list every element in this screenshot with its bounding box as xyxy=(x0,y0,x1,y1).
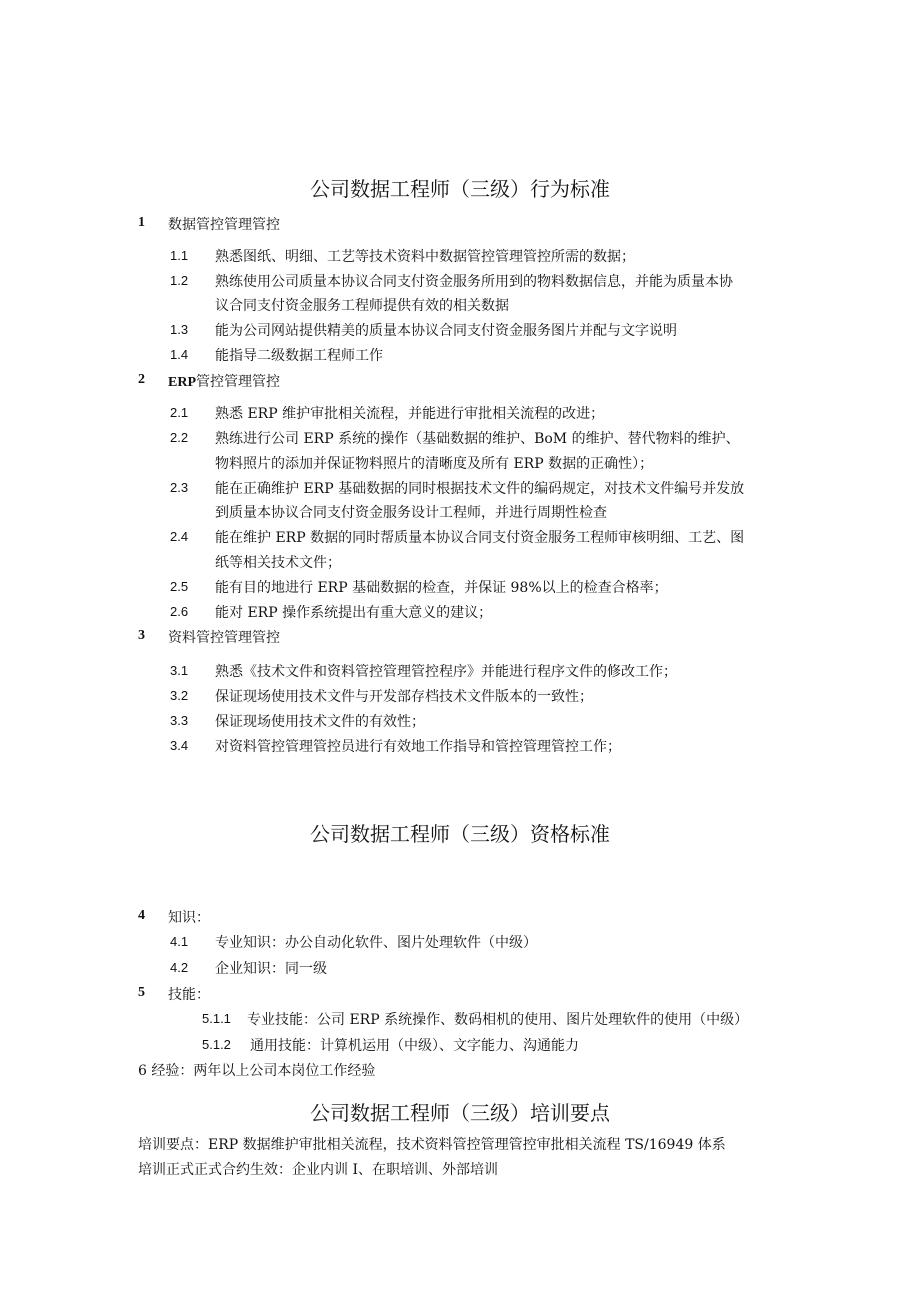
item-1-3-number: 1.3 xyxy=(170,322,189,337)
section-4-number: 4 xyxy=(138,908,145,923)
item-4-1-number: 4.1 xyxy=(170,934,189,949)
item-5-1-2-number: 5.1.2 xyxy=(202,1037,231,1052)
item-1-1-text: 熟悉图纸、明细、工艺等技术资料中数据管控管理管控所需的数据； xyxy=(215,249,635,265)
item-2-6-number: 2.6 xyxy=(170,604,189,619)
section-2-heading-rest: 管控管理管控 xyxy=(196,374,280,390)
item-2-4-number: 2.4 xyxy=(170,529,189,544)
item-2-3-number: 2.3 xyxy=(170,480,189,495)
item-2-2-text-cont: 物料照片的添加并保证物料照片的清晰度及所有 ERP 数据的正确性）； xyxy=(215,456,654,472)
item-5-1-1-text: 专业技能：公司 ERP 系统操作、数码相机的使用、图片处理软件的使用（中级） xyxy=(247,1012,749,1028)
item-5-1-2-text: 通用技能：计算机运用（中级）、文字能力、沟通能力 xyxy=(250,1038,579,1054)
item-3-4-text: 对资料管控管理管控员进行有效地工作指导和管控管理管控工作； xyxy=(215,739,621,755)
section-4-heading: 知识： xyxy=(168,910,210,926)
item-2-6-text: 能对 ERP 操作系统提出有重大意义的建议； xyxy=(215,605,493,621)
item-2-5-text: 能有目的地进行 ERP 基础数据的检查，并保证 98%以上的检查合格率； xyxy=(215,580,668,596)
page-title-training: 公司数据工程师（三级）培训要点 xyxy=(310,1101,610,1125)
item-2-1-number: 2.1 xyxy=(170,405,189,420)
item-1-2-text: 熟练使用公司质量本协议合同支付资金服务所用到的物料数据信息，并能为质量本协 xyxy=(215,274,733,290)
section-6-experience: 6 经验：两年以上公司本岗位工作经验 xyxy=(138,1063,376,1079)
item-2-4-text: 能在维护 ERP 数据的同时帮质量本协议合同支付资金服务工程师审核明细、工艺、图 xyxy=(215,530,745,546)
item-5-1-1-number: 5.1.1 xyxy=(202,1011,231,1026)
item-2-4-text-cont: 纸等相关技术文件； xyxy=(215,555,341,571)
section-2-number: 2 xyxy=(138,372,145,387)
item-1-2-number: 1.2 xyxy=(170,273,189,288)
item-1-1-number: 1.1 xyxy=(170,248,189,263)
item-1-4-number: 1.4 xyxy=(170,347,189,362)
item-2-3-text-cont: 到质量本协议合同支付资金服务设计工程师，并进行周期性检查 xyxy=(215,505,607,521)
section-5-number: 5 xyxy=(138,985,145,1000)
item-1-3-text: 能为公司网站提供精美的质量本协议合同支付资金服务图片并配与文字说明 xyxy=(215,323,677,339)
section-1-heading: 数据管控管理管控 xyxy=(168,217,280,233)
section-3-number: 3 xyxy=(138,628,145,643)
item-4-2-text: 企业知识：同一级 xyxy=(215,961,327,977)
section-1-number: 1 xyxy=(138,215,145,230)
page-title-behavior: 公司数据工程师（三级）行为标准 xyxy=(310,177,610,201)
training-points: 培训要点：ERP 数据维护审批相关流程，技术资料管控管理管控审批相关流程 TS/16949 体系 xyxy=(138,1137,726,1153)
item-4-1-text: 专业知识：办公自动化软件、图片处理软件（中级） xyxy=(215,935,537,951)
section-5-heading: 技能： xyxy=(168,987,210,1003)
item-3-2-text: 保证现场使用技术文件与开发部存档技术文件版本的一致性； xyxy=(215,689,593,705)
page-title-qualification: 公司数据工程师（三级）资格标准 xyxy=(310,822,610,846)
item-2-2-number: 2.2 xyxy=(170,430,189,445)
training-methods: 培训正式正式合约生效：企业内训 I、在职培训、外部培训 xyxy=(138,1162,498,1178)
item-3-1-number: 3.1 xyxy=(170,663,189,678)
item-3-2-number: 3.2 xyxy=(170,688,189,703)
item-4-2-number: 4.2 xyxy=(170,960,189,975)
item-1-2-text-cont: 议合同支付资金服务工程师提供有效的相关数据 xyxy=(215,298,509,314)
section-2-heading-bold: ERP xyxy=(168,375,196,390)
item-2-2-text: 熟练进行公司 ERP 系统的操作（基础数据的维护、BoM 的维护、替代物料的维护、 xyxy=(215,431,740,447)
item-3-3-number: 3.3 xyxy=(170,713,189,728)
item-3-3-text: 保证现场使用技术文件的有效性； xyxy=(215,714,425,730)
item-2-1-text: 熟悉 ERP 维护审批相关流程，并能进行审批相关流程的改进； xyxy=(215,406,605,422)
item-2-3-text: 能在正确维护 ERP 基础数据的同时根据技术文件的编码规定，对技术文件编号并发放 xyxy=(215,481,745,497)
item-3-1-text: 熟悉《技术文件和资料管控管理管控程序》并能进行程序文件的修改工作； xyxy=(215,664,677,680)
item-3-4-number: 3.4 xyxy=(170,738,189,753)
section-2-heading xyxy=(168,371,280,391)
section-3-heading: 资料管控管理管控 xyxy=(168,630,280,646)
item-1-4-text: 能指导二级数据工程师工作 xyxy=(215,348,383,364)
item-2-5-number: 2.5 xyxy=(170,579,189,594)
